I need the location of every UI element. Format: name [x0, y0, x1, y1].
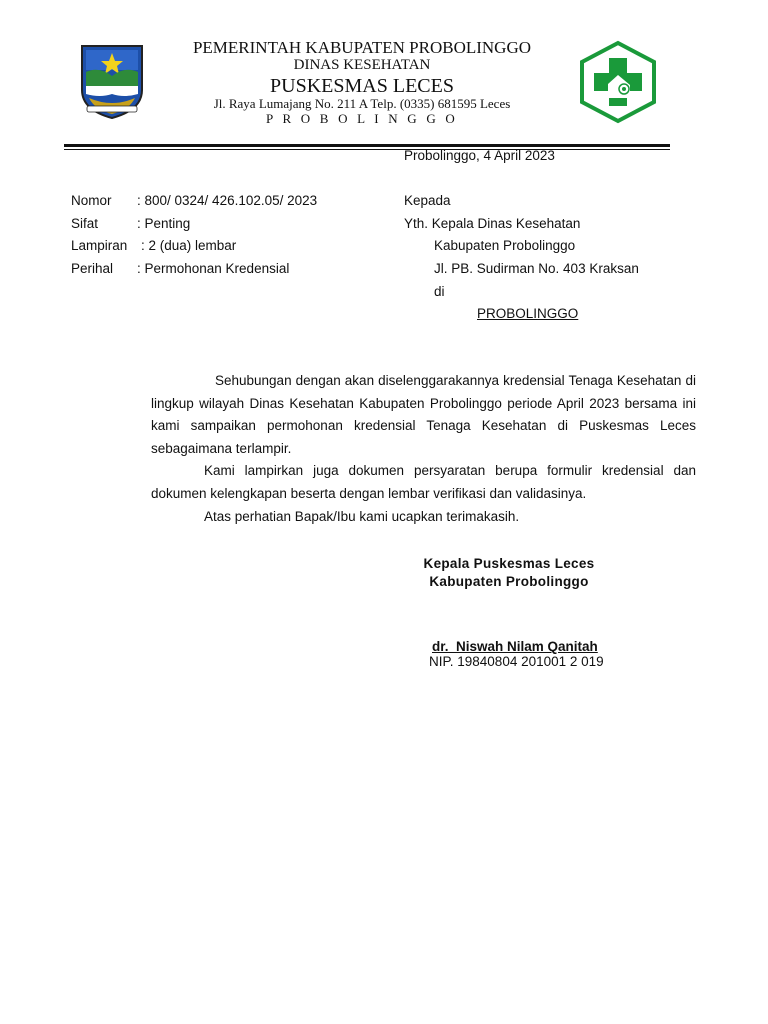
recipient-line3: Jl. PB. Sudirman No. 403 Kraksan [434, 261, 639, 276]
header-city: P R O B O L I N G G O [266, 111, 458, 126]
recipient-line2: Kabupaten Probolinggo [434, 238, 576, 253]
recipient-line1: Yth. Kepala Dinas Kesehatan [404, 216, 581, 231]
letter-date: Probolinggo, 4 April 2023 [404, 148, 555, 163]
meta-label-nomor: Nomor [71, 193, 112, 208]
meta-value-perihal: : Permohonan Kredensial [137, 261, 290, 276]
signature-nip: NIP. 19840804 201001 2 019 [429, 654, 604, 669]
signature-name: dr. Niswah Nilam Qanitah [432, 639, 598, 654]
header-government: PEMERINTAH KABUPATEN PROBOLINGGO [192, 38, 532, 57]
kabupaten-emblem-icon [79, 42, 145, 120]
recipient-di: di [434, 284, 445, 299]
body-paragraph-1: Sehubungan dengan akan diselenggarakannya kredensial Tenaga Kesehatan di lingkup wilayah Dinas Kesehatan Kabupaten Probolinggo periode April 2023 bersama ini kami sampaikan permohonan kredensial Tenaga Kesehatan di Puskesmas Leces sebagaimana terlampir. [151, 373, 696, 456]
meta-value-lampiran: : 2 (dua) lembar [141, 238, 237, 253]
puskesmas-logo-icon [578, 40, 658, 124]
meta-value-sifat: : Penting [137, 216, 191, 231]
header-department: DINAS KESEHATAN [293, 57, 431, 73]
signature-title-2: Kabupaten Probolinggo [429, 574, 589, 589]
signature-title-1: Kepala Puskesmas Leces [423, 556, 595, 571]
meta-label-perihal: Perihal [71, 261, 114, 276]
header-organization: PUSKESMAS LECES [270, 75, 454, 97]
header-divider-thick [64, 144, 670, 147]
header-address: Jl. Raya Lumajang No. 211 A Telp. (0335) 681595 Leces [213, 96, 511, 111]
recipient-kepada: Kepada [404, 193, 451, 208]
header-divider-thin [64, 149, 670, 150]
body-paragraph-3: Atas perhatian Bapak/Ibu kami ucapkan terimakasih. [204, 509, 520, 524]
meta-label-lampiran: Lampiran [71, 238, 128, 253]
recipient-city: PROBOLINGGO [477, 306, 579, 321]
meta-value-nomor: : 800/ 0324/ 426.102.05/ 2023 [137, 193, 318, 208]
meta-label-sifat: Sifat [71, 216, 99, 231]
body-paragraph-2: Kami lampirkan juga dokumen persyaratan berupa formulir kredensial dan dokumen kelengkapan beserta dengan lembar verifikasi dan validasinya. [151, 463, 696, 501]
